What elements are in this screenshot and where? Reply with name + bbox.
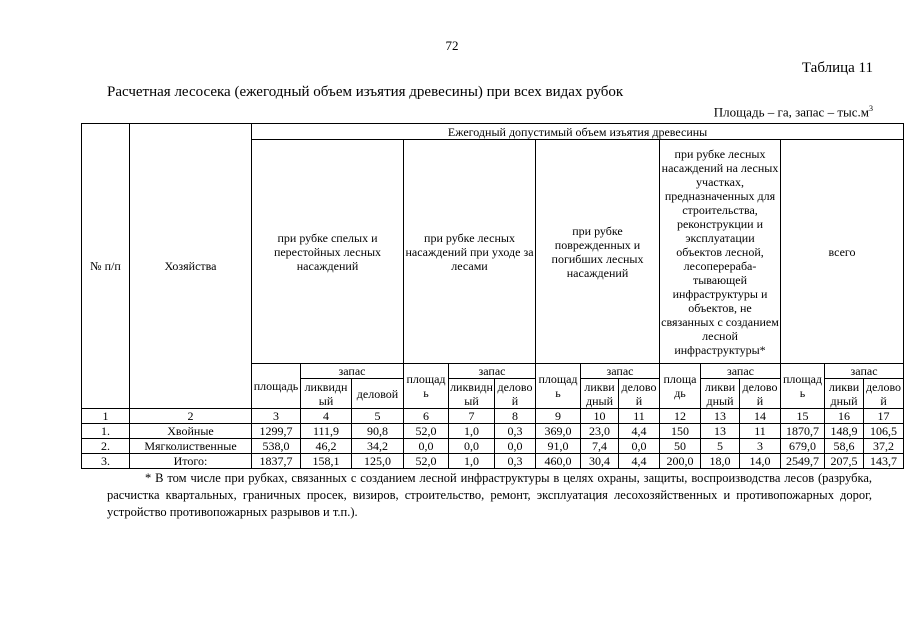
table-cell: 52,0 <box>404 454 449 469</box>
header-group-2: при рубке лесных насаждений при уходе за лесами <box>404 140 536 364</box>
row-farm-name: Хвойные <box>130 424 252 439</box>
header-area-5: площадь <box>781 364 825 409</box>
header-area-4: площадь <box>660 364 701 409</box>
header-area-2: площадь <box>404 364 449 409</box>
footnote: * В том числе при рубках, связанных с созданием лесной инфраструктуры в целях охраны, защиты, воспроизводства лесов (разрубка, расчистка квартальных, граничных просек, визиров, строительство, ремонт, эксплуатация лесохозяйственных и противопожарных дорог, устройство противопожарных разрывов и т.п.). <box>107 471 872 519</box>
table-cell: 1870,7 <box>781 424 825 439</box>
table-cell: 58,6 <box>825 439 864 454</box>
table-cell: 5 <box>701 439 740 454</box>
column-number-cell: 7 <box>449 409 495 424</box>
row-number: 1. <box>82 424 130 439</box>
table-cell: 0,0 <box>404 439 449 454</box>
column-number-cell: 9 <box>536 409 581 424</box>
header-liquid-3: ликвидный <box>581 379 619 409</box>
table-cell: 1299,7 <box>252 424 301 439</box>
table-cell: 7,4 <box>581 439 619 454</box>
table-cell: 0,0 <box>495 439 536 454</box>
units-text: Площадь – га, запас – тыс.м <box>713 104 869 120</box>
table-label: Таблица 11 <box>801 60 873 76</box>
table-cell: 1,0 <box>449 424 495 439</box>
column-number-cell: 10 <box>581 409 619 424</box>
row-number: 2. <box>82 439 130 454</box>
column-number-row <box>82 409 904 424</box>
header-liquid-1: ликвидный <box>301 379 352 409</box>
header-liquid-2: ликвидный <box>450 379 493 408</box>
table-cell: 148,9 <box>825 424 864 439</box>
table-cell: 0,0 <box>449 439 495 454</box>
column-number-cell: 2 <box>130 409 252 424</box>
header-group-1: при рубке спелых и перестойных лесных насаждений <box>252 140 404 364</box>
header-stock-2: запас <box>449 364 536 379</box>
header-business-5: деловой <box>864 379 904 409</box>
header-stock-3: запас <box>581 364 660 379</box>
table-cell: 2549,7 <box>781 454 825 469</box>
column-number-cell: 15 <box>781 409 825 424</box>
harvest-table <box>81 123 904 469</box>
table-cell: 4,4 <box>619 454 660 469</box>
table-cell: 207,5 <box>825 454 864 469</box>
column-number-cell: 8 <box>495 409 536 424</box>
header-stock-4: запас <box>701 364 781 379</box>
table-cell: 14,0 <box>740 454 781 469</box>
document-title: Расчетная лесосека (ежегодный объем изъятия древесины) при всех видах рубок <box>107 84 624 100</box>
table-cell: 143,7 <box>864 454 904 469</box>
header-liquid-5: ликвидный <box>825 379 864 409</box>
header-num: № п/п <box>82 124 130 409</box>
header-liquid-4: ликвидный <box>701 379 740 409</box>
table-cell: 46,2 <box>301 439 352 454</box>
header-business-4: деловой <box>740 379 781 409</box>
page-number: 72 <box>445 38 459 53</box>
header-group-title: Ежегодный допустимый объем изъятия древесины <box>252 124 904 140</box>
table-cell: 90,8 <box>352 424 404 439</box>
table-cell: 91,0 <box>536 439 581 454</box>
column-number-cell: 1 <box>82 409 130 424</box>
column-number-cell: 6 <box>404 409 449 424</box>
table-cell: 1,0 <box>449 454 495 469</box>
table-cell: 37,2 <box>864 439 904 454</box>
table-cell: 13 <box>701 424 740 439</box>
table-cell: 4,4 <box>619 424 660 439</box>
column-number-cell: 5 <box>352 409 404 424</box>
table-cell: 460,0 <box>536 454 581 469</box>
header-group-5: всего <box>781 140 904 364</box>
table-cell: 52,0 <box>404 424 449 439</box>
header-stock-5: запас <box>825 364 904 379</box>
table-cell: 23,0 <box>581 424 619 439</box>
column-number-cell: 14 <box>740 409 781 424</box>
table-cell: 158,1 <box>301 454 352 469</box>
column-number-cell: 12 <box>660 409 701 424</box>
row-number: 3. <box>82 454 130 469</box>
table-cell: 18,0 <box>701 454 740 469</box>
table-cell: 30,4 <box>581 454 619 469</box>
table-body <box>82 424 904 469</box>
column-number-cell: 13 <box>701 409 740 424</box>
table-cell: 369,0 <box>536 424 581 439</box>
table-cell: 111,9 <box>301 424 352 439</box>
table-cell: 200,0 <box>660 454 701 469</box>
units-superscript: 3 <box>869 104 873 113</box>
header-group-4: при рубке лесных насаждений на лесных участках, предназначенных для строительства, реконструкции и эксплуатации объектов лесной, лесоперераба-тывающей инфраструктуры и объектов, не связанных с созданием лесной инфраструктуры* <box>660 140 781 364</box>
column-number-cell: 16 <box>825 409 864 424</box>
units-note <box>714 104 873 120</box>
column-number-cell: 4 <box>301 409 352 424</box>
header-group-3: при рубке поврежденных и погибших лесных насаждений <box>536 140 660 364</box>
table-row <box>82 454 904 469</box>
table-cell: 150 <box>660 424 701 439</box>
row-farm-name: Итого: <box>130 454 252 469</box>
table-row <box>82 439 904 454</box>
table-cell: 106,5 <box>864 424 904 439</box>
table-cell: 3 <box>740 439 781 454</box>
table-cell: 1837,7 <box>252 454 301 469</box>
table-cell: 34,2 <box>352 439 404 454</box>
header-farm: Хозяйства <box>130 124 252 409</box>
row-farm-name: Мягколиственные <box>130 439 252 454</box>
column-number-cell: 3 <box>252 409 301 424</box>
column-number-cell: 11 <box>619 409 660 424</box>
header-business-1: деловой <box>352 379 404 409</box>
table-cell: 0,3 <box>495 454 536 469</box>
table-row <box>82 424 904 439</box>
table-cell: 0,3 <box>495 424 536 439</box>
table-cell: 538,0 <box>252 439 301 454</box>
table-cell: 679,0 <box>781 439 825 454</box>
header-business-2: деловой <box>495 379 536 409</box>
table-cell: 50 <box>660 439 701 454</box>
header-area-3: площадь <box>536 364 581 409</box>
table-cell: 125,0 <box>352 454 404 469</box>
header-business-3: деловой <box>619 379 660 409</box>
header-area-1: площадь <box>252 364 301 409</box>
table-cell: 11 <box>740 424 781 439</box>
table-cell: 0,0 <box>619 439 660 454</box>
column-number-cell: 17 <box>864 409 904 424</box>
header-stock-1: запас <box>301 364 404 379</box>
